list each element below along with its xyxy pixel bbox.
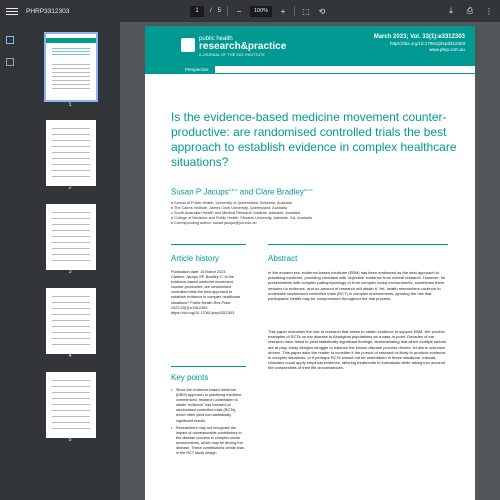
thumbnails-icon[interactable]	[6, 36, 14, 44]
article-history: Publication date: 15 March 2023 Citation: Jacups SP, Bradley C. Is the evidence-based medicine movement counter-productive: are randomised controlled trials the best approach to establish evidence in complex healthcare situations? Public Health Res Pract. 2023;33(1):e3312303. https://doi.org/10.17061/phrp3312303	[171, 270, 241, 315]
thumbnail-label: 4	[68, 353, 72, 359]
key-points-heading: Key points	[171, 373, 209, 382]
thumbnail-label: 3	[68, 269, 72, 275]
more-options-icon[interactable]: ⋮	[485, 6, 493, 16]
journal-banner: public health research&practice A JOURNAL OF THE SAX INSTITUTE March 2023; Vol. 33(1):e3312303 https://doi.org/10.17061/phrp3312303 www.phrp.com.au	[145, 26, 475, 66]
divider	[294, 6, 295, 16]
thumbnail-label: 2	[68, 185, 72, 191]
list-item: • Researchers may not recognise the impact of unmeasurable contributors to the disease process in complex social environments, which may be driving the disease. These contributions create bias in the RCT study design	[171, 426, 246, 457]
download-icon[interactable]: ⤓	[449, 6, 453, 15]
site-link[interactable]: www.phrp.com.au	[429, 47, 465, 52]
article-history-heading: Article history	[171, 254, 220, 263]
affiliations: a School of Public Health, University of Queensland, Brisbane, Australia b The Cairns Institute, James Cook University, Queensland, Australia c South Australian Health and Medical Research Institute, Adelaide, Australia d College of Medicine and Public Health, Flinders University, Adelaide, SA, Australia e Corresponding author: susan.jacups@jcu.edu.au	[171, 201, 312, 225]
pdf-toolbar	[0, 0, 500, 22]
divider	[171, 244, 246, 245]
page-separator: /	[210, 8, 212, 14]
page-controls	[190, 0, 327, 22]
print-icon[interactable]: ⎙	[466, 6, 474, 15]
divider	[171, 366, 246, 367]
abstract-p2: This paper examines the role of research that seeks to obtain evidence to support EBM. We provide examples of RCTs on ear disease in Aboriginal populations as a case-in-point. Decades of ear research have failed to yield statistically significant findings, demonstrating that when multiple factors are at play, study designs struggle to balance the known disease process drivers, let alone unknown drivers. This paper asks the reader to consider if the pursuit of research is likely to produce evidence in complex situations, or if perhaps RCTs should not be undertaken in these situations. Instead, clinicians could apply empirical evidence, tailoring treatments to individuals while taking into account the complexities of their life circumstances.	[268, 329, 447, 371]
zoom-in-button[interactable]: +	[280, 6, 286, 16]
doi-link[interactable]: https://doi.org/10.17061/phrp3312303	[389, 41, 465, 46]
divider	[145, 73, 475, 74]
thumbnail-page-1[interactable]	[46, 34, 96, 100]
key-points-list	[171, 388, 246, 458]
thumbnail-label: 5	[68, 437, 72, 443]
toolbar-actions	[446, 0, 494, 22]
list-item: • Since the evidence-based medicine (EBM) approach to practising medicine commenced, research undertaken to obtain 'evidence' has focused on randomised controlled trials (RCTs), which often yield non-statistically significant results	[171, 388, 246, 424]
authors: Susan P Jacups$^{a,b,e}$ and Clare Bradley$^{a,c,d}$	[171, 187, 313, 197]
thumbnail-label: 1	[68, 102, 72, 108]
pdf-page-2	[145, 490, 475, 500]
thumbnail-panel	[20, 22, 120, 500]
document-title: PHRP3312303	[26, 7, 70, 15]
zoom-input[interactable]: 100%	[250, 6, 272, 17]
page-total: 5	[217, 8, 222, 14]
page-number-input[interactable]: 1	[190, 6, 204, 17]
zoom-out-button[interactable]: −	[236, 6, 242, 16]
thumbnail-page-3[interactable]	[46, 204, 96, 270]
section-tab: Perspective	[145, 66, 215, 74]
abstract-p1: In the modern era, evidence-based medicine (EBM) has been embraced as the best approach to practising medicine, providing clinicians with 'objective' evidence from clinical research. However, for presentations with complex pathophysiology or from complex social environments, sometimes there remains no evidence, and no amount of research will obtain it. Yet, health researchers continue to undertake randomised controlled trials (RCT) in complex environments, ignoring the risk that participants' health may be compromised throughout the trial process.	[268, 270, 446, 302]
thumbnail-page-5[interactable]	[46, 372, 96, 438]
divider	[268, 244, 448, 245]
pdf-page-1	[145, 26, 475, 500]
rotate-icon[interactable]: ⟲	[318, 6, 326, 16]
divider	[227, 6, 228, 16]
menu-icon[interactable]	[6, 5, 18, 17]
issue-info	[374, 34, 465, 52]
logo-mark-icon	[181, 38, 195, 52]
thumbnail-page-4[interactable]	[46, 288, 96, 354]
issue-label: March 2023; Vol. 33(1):e3312303	[373, 34, 465, 40]
article-title: Is the evidence-based medicine movement counter-productive: are randomised controlled trials the best approach to establish evidence in complex healthcare situations?	[171, 110, 457, 169]
sidebar-rail	[0, 22, 20, 500]
abstract-heading: Abstract	[268, 254, 298, 263]
thumbnail-page-2[interactable]	[46, 120, 96, 186]
outline-icon[interactable]	[6, 58, 14, 66]
fit-page-icon[interactable]: ⬚	[302, 6, 310, 16]
